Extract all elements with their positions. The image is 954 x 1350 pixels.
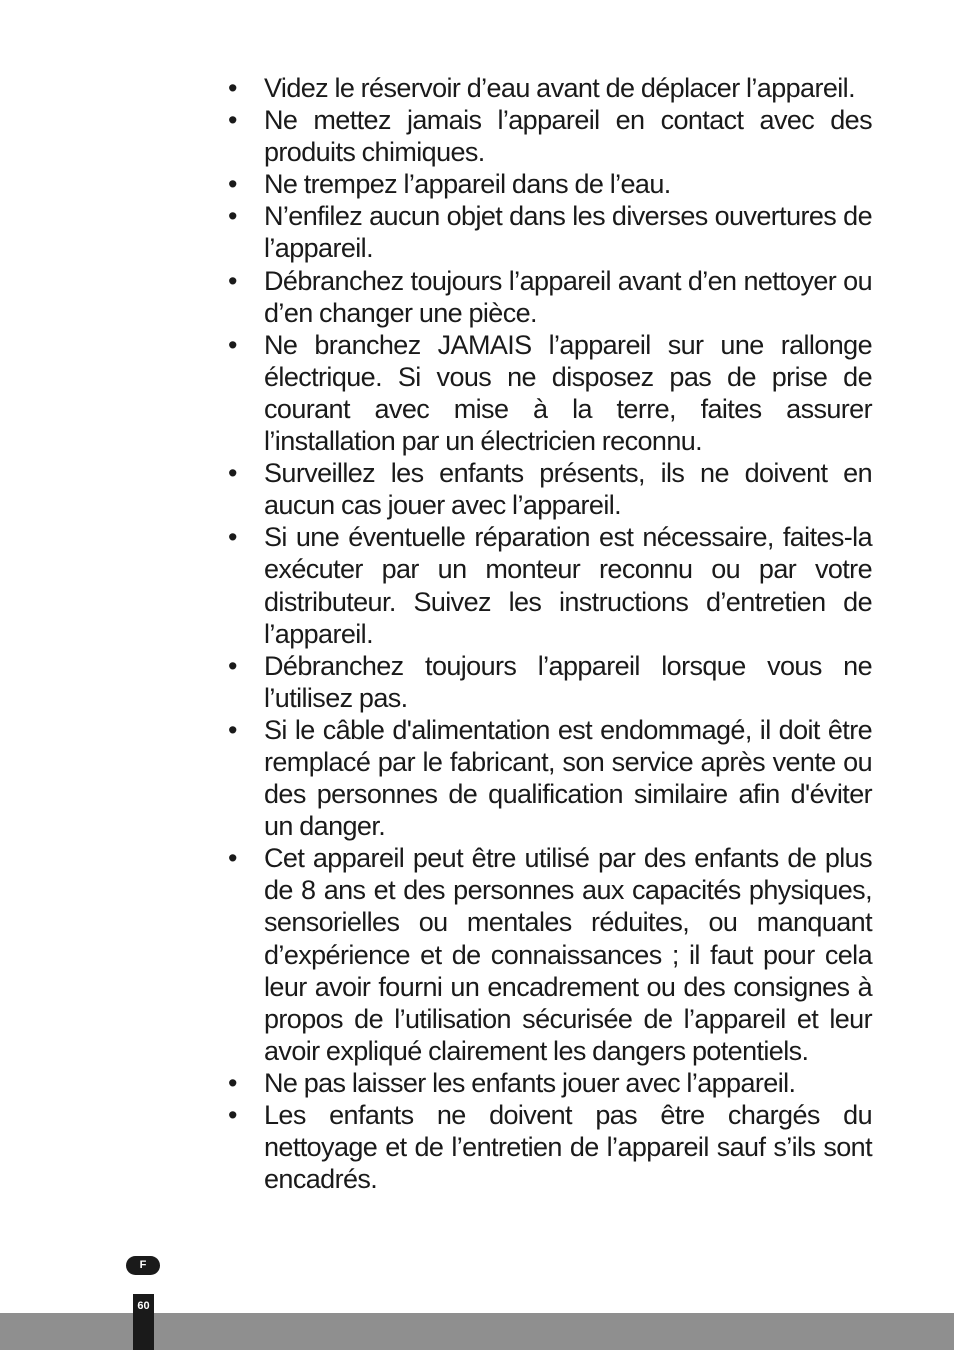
list-item [226,200,872,264]
bullet-icon: • [228,522,237,553]
bullet-icon: • [228,714,237,745]
list-item [226,1067,872,1099]
bullet-icon: • [228,1067,237,1098]
list-item-text: Débranchez toujours l’appareil lorsque vous ne l’utilisez pas. [264,650,872,713]
list-item-text: Débranchez toujours l’appareil avant d’en nettoyer ou d’en changer une pièce. [264,265,872,328]
list-item [226,72,872,104]
bullet-icon: • [228,329,237,360]
list-item [226,714,872,842]
list-item [226,1099,872,1195]
list-item [226,168,872,200]
list-item-text: Les enfants ne doivent pas être chargés du nettoyage et de l’entretien de l’appareil sauf s’ils sont encadrés. [264,1100,872,1195]
page-number: 60 [137,1300,150,1312]
list-item [226,842,872,1067]
list-item-text: N’enfilez aucun objet dans les diverses ouvertures de l’appareil. [264,201,872,264]
bullet-icon: • [228,73,237,103]
list-item-text: Videz le réservoir d’eau avant de déplacer l’appareil. [264,73,855,103]
bullet-icon: • [228,1100,237,1130]
bullet-list [226,72,872,1195]
list-item-text: Cet appareil peut être utilisé par des enfants de plus de 8 ans et des personnes aux capacités physiques, sensorielles ou mentales réduites, ou manquant d’expérience et de connaissances ; il faut pour cela leur avoir fourni un encadrement ou des consignes à propos de l’utilisation sécurisée de l’appareil et leur avoir expliqué clairement les dangers potentiels. [264,843,872,1066]
bullet-icon: • [228,201,237,232]
bullet-icon: • [228,169,237,200]
bullet-icon: • [228,843,237,874]
bullet-icon: • [228,105,237,136]
bullet-icon: • [228,265,237,296]
safety-instructions [226,72,872,1195]
list-item-text: Si une éventuelle réparation est nécessaire, faites-la exécuter par un monteur reconnu ou par votre distributeur. Suivez les instructions d’entretien de l’appareil. [264,522,872,649]
list-item-text: Ne mettez jamais l’appareil en contact avec des produits chimiques. [264,105,872,168]
list-item-text: Si le câble d'alimentation est endommagé, il doit être remplacé par le fabricant, son service après vente ou des personnes de qualification similaire afin d'éviter un danger. [264,714,872,842]
list-item [226,457,872,521]
bullet-icon: • [228,650,237,681]
list-item-text: Surveillez les enfants présents, ils ne doivent en aucun cas jouer avec l’appareil. [264,458,872,521]
list-item [226,650,872,714]
list-item-text: Ne branchez JAMAIS l’appareil sur une rallonge électrique. Si vous ne disposez pas de prise de courant avec mise à la terre, faites assurer l’installation par un électricien reconnu. [264,329,872,457]
list-item-text: Ne trempez l’appareil dans de l’eau. [264,169,671,200]
list-item [226,265,872,329]
list-item [226,104,872,168]
language-badge: F [126,1256,160,1275]
list-item [226,329,872,457]
list-item [226,521,872,649]
list-item-text: Ne pas laisser les enfants jouer avec l’appareil. [264,1067,796,1098]
bullet-icon: • [228,458,237,489]
